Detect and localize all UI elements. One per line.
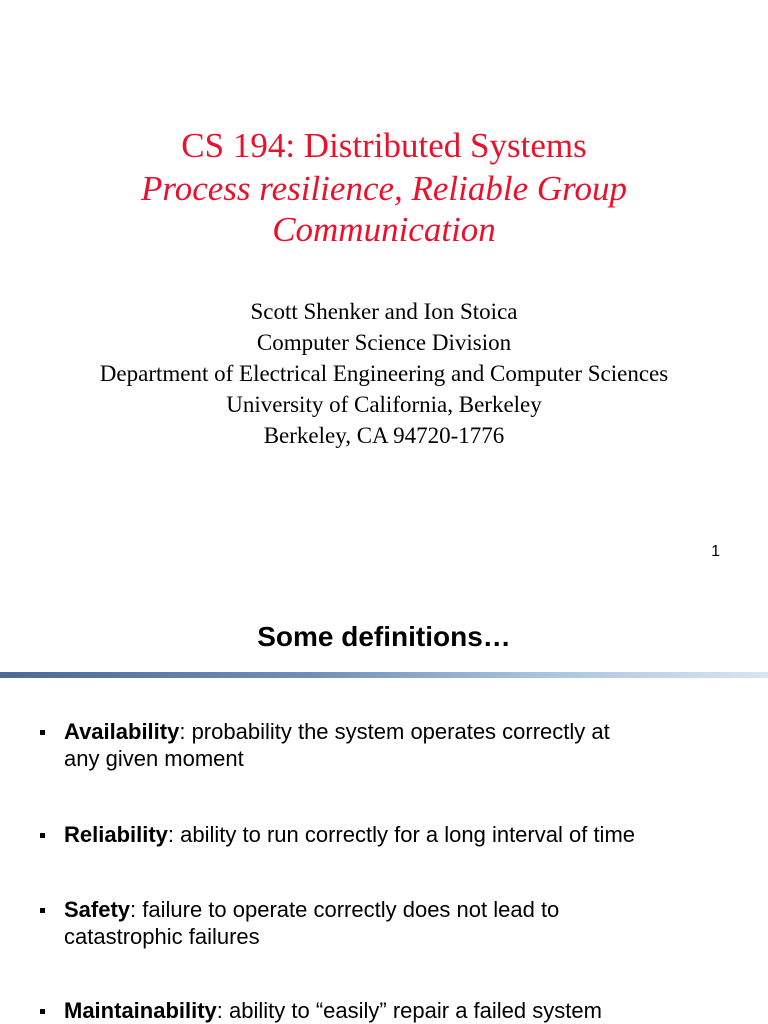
- bullet-icon: [40, 730, 45, 735]
- bullet-icon: [40, 908, 45, 913]
- bullet-icon: [40, 1009, 45, 1014]
- definition-term: Maintainability: [64, 998, 217, 1023]
- definition-text: [64, 997, 738, 1024]
- slide-subtitle: [0, 168, 768, 250]
- definition-term: Reliability: [64, 822, 168, 847]
- author-names: Scott Shenker and Ion Stoica: [250, 299, 518, 324]
- bullet-icon: [40, 833, 45, 838]
- definition-term: Availability: [64, 719, 180, 744]
- list-item: [38, 821, 738, 848]
- slide-title: CS 194: Distributed Systems: [181, 126, 587, 165]
- definition-description: : probability the system operates correctly at: [179, 719, 610, 744]
- definition-text: [64, 896, 738, 950]
- definition-description: : failure to operate correctly does not lead to: [130, 897, 560, 922]
- list-item: [38, 718, 738, 772]
- department-name: Department of Electrical Engineering and Computer Sciences: [99, 361, 669, 386]
- definitions-slide: [0, 590, 768, 1024]
- definition-description: : ability to “easily” repair a failed system: [216, 998, 602, 1023]
- slide-heading: Some definitions…: [257, 621, 511, 652]
- definition-term: Safety: [64, 897, 131, 922]
- list-item: [38, 896, 738, 950]
- list-item: [38, 997, 738, 1024]
- university-name: University of California, Berkeley: [226, 392, 542, 417]
- author-block: [0, 296, 768, 451]
- definition-text: [64, 718, 738, 772]
- subtitle-line: Process resilience, Reliable Group: [141, 169, 627, 208]
- definition-description: : ability to run correctly for a long interval of time: [167, 822, 636, 847]
- division-name: Computer Science Division: [256, 330, 512, 355]
- title-divider: [0, 672, 768, 678]
- page-number: 1: [711, 543, 720, 560]
- subtitle-line: Communication: [272, 210, 496, 249]
- definition-text: [64, 821, 738, 848]
- definition-description: catastrophic failures: [64, 924, 260, 949]
- address-line: Berkeley, CA 94720-1776: [263, 423, 505, 448]
- definition-description: any given moment: [64, 746, 244, 771]
